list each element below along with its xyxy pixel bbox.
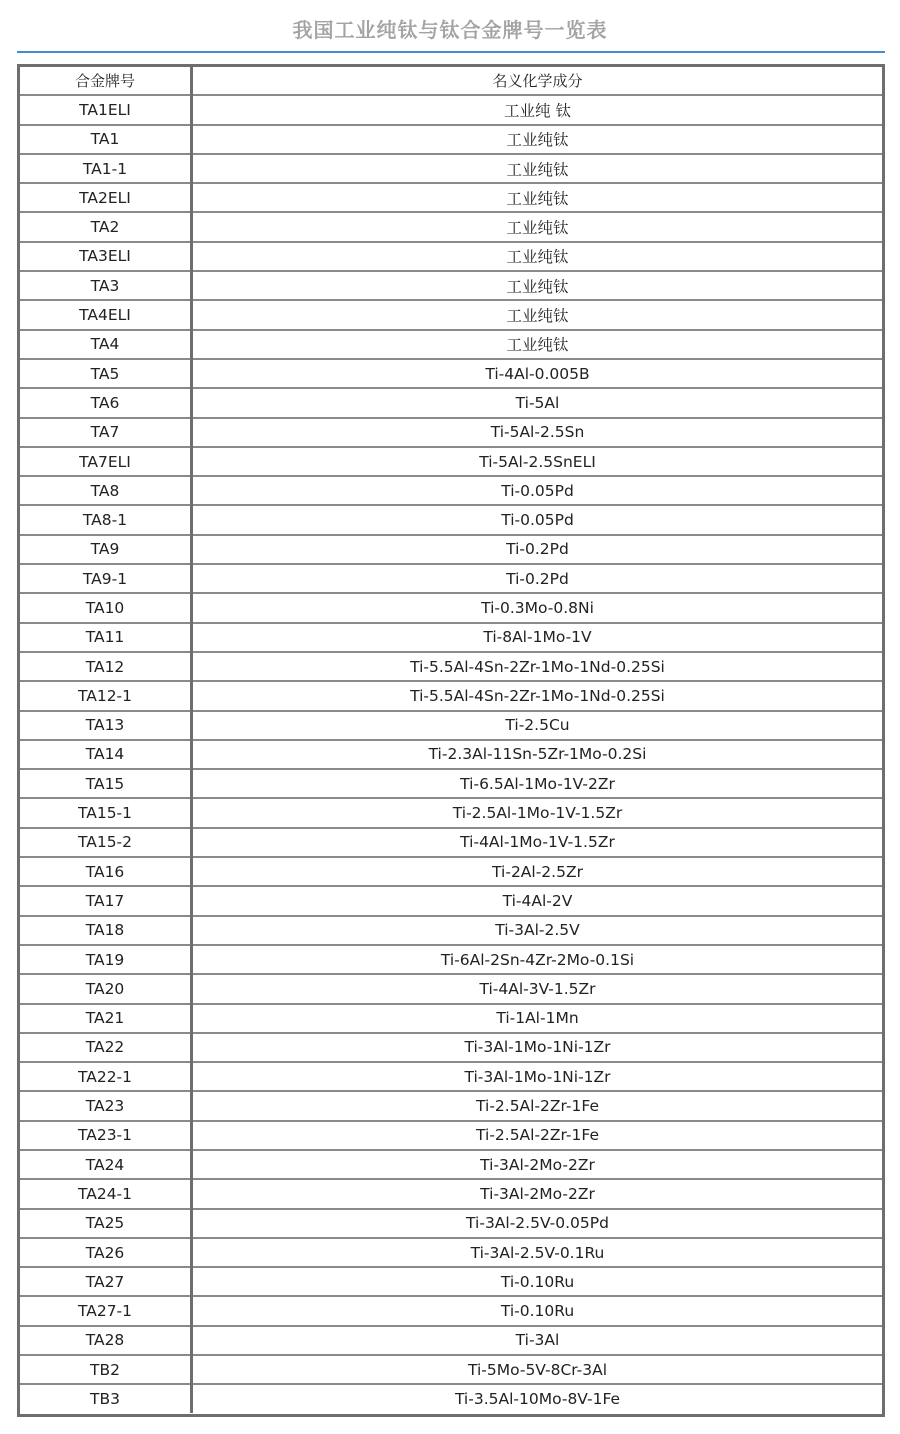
composition-cell: Ti-0.2Pd — [192, 535, 883, 564]
composition-cell: Ti-3Al-2.5V-0.05Pd — [192, 1209, 883, 1238]
table-row — [20, 1267, 882, 1296]
composition-cell: Ti-3Al-2Mo-2Zr — [192, 1179, 883, 1208]
grade-cell: TA3 — [20, 271, 192, 300]
table-row — [20, 593, 882, 622]
table-header-row — [20, 67, 882, 95]
table-row — [20, 535, 882, 564]
table-row — [20, 95, 882, 124]
alloy-table-frame — [17, 64, 885, 1417]
composition-cell: Ti-5Mo-5V-8Cr-3Al — [192, 1355, 883, 1384]
grade-cell: TA9-1 — [20, 564, 192, 593]
table-row — [20, 330, 882, 359]
header-grade: 合金牌号 — [20, 67, 192, 95]
table-row — [20, 388, 882, 417]
table-row — [20, 212, 882, 241]
grade-cell: TA8 — [20, 476, 192, 505]
composition-cell: 工业纯 钛 — [192, 95, 883, 124]
composition-cell: 工业纯钛 — [192, 242, 883, 271]
composition-cell: Ti-0.3Mo-0.8Ni — [192, 593, 883, 622]
grade-cell: TA26 — [20, 1238, 192, 1267]
composition-cell: Ti-3Al-1Mo-1Ni-1Zr — [192, 1033, 883, 1062]
composition-cell: 工业纯钛 — [192, 183, 883, 212]
table-row — [20, 1355, 882, 1384]
table-row — [20, 125, 882, 154]
grade-cell: TA27 — [20, 1267, 192, 1296]
table-row — [20, 359, 882, 388]
grade-cell: TA1-1 — [20, 154, 192, 183]
grade-cell: TA12-1 — [20, 681, 192, 710]
composition-cell: Ti-2.5Al-2Zr-1Fe — [192, 1121, 883, 1150]
composition-cell: Ti-5Al-2.5Sn — [192, 418, 883, 447]
composition-cell: Ti-4Al-1Mo-1V-1.5Zr — [192, 828, 883, 857]
table-row — [20, 300, 882, 329]
composition-cell: Ti-4Al-3V-1.5Zr — [192, 974, 883, 1003]
grade-cell: TA18 — [20, 916, 192, 945]
composition-cell: 工业纯钛 — [192, 212, 883, 241]
grade-cell: TA19 — [20, 945, 192, 974]
grade-cell: TA22-1 — [20, 1062, 192, 1091]
grade-cell: TA25 — [20, 1209, 192, 1238]
composition-cell: Ti-4Al-0.005B — [192, 359, 883, 388]
grade-cell: TA27-1 — [20, 1296, 192, 1325]
grade-cell: TA21 — [20, 1004, 192, 1033]
table-row — [20, 1121, 882, 1150]
grade-cell: TA15 — [20, 769, 192, 798]
grade-cell: TA6 — [20, 388, 192, 417]
table-row — [20, 681, 882, 710]
grade-cell: TA9 — [20, 535, 192, 564]
table-row — [20, 505, 882, 534]
grade-cell: TB2 — [20, 1355, 192, 1384]
grade-cell: TA20 — [20, 974, 192, 1003]
grade-cell: TA23 — [20, 1091, 192, 1120]
grade-cell: TA3ELI — [20, 242, 192, 271]
grade-cell: TA14 — [20, 740, 192, 769]
table-row — [20, 740, 882, 769]
composition-cell: Ti-0.10Ru — [192, 1296, 883, 1325]
composition-cell: Ti-6Al-2Sn-4Zr-2Mo-0.1Si — [192, 945, 883, 974]
grade-cell: TA2ELI — [20, 183, 192, 212]
composition-cell: 工业纯钛 — [192, 271, 883, 300]
composition-cell: Ti-0.05Pd — [192, 505, 883, 534]
table-row — [20, 476, 882, 505]
composition-cell: Ti-5.5Al-4Sn-2Zr-1Mo-1Nd-0.25Si — [192, 652, 883, 681]
composition-cell: Ti-0.2Pd — [192, 564, 883, 593]
table-row — [20, 242, 882, 271]
table-row — [20, 1209, 882, 1238]
grade-cell: TA11 — [20, 623, 192, 652]
page-title: 我国工业纯钛与钛合金牌号一览表 — [292, 18, 608, 42]
header-composition: 名义化学成分 — [192, 67, 883, 95]
composition-cell: Ti-3Al-2.5V-0.1Ru — [192, 1238, 883, 1267]
composition-cell: Ti-1Al-1Mn — [192, 1004, 883, 1033]
table-row — [20, 974, 882, 1003]
grade-cell: TA2 — [20, 212, 192, 241]
composition-cell: Ti-8Al-1Mo-1V — [192, 623, 883, 652]
composition-cell: 工业纯钛 — [192, 154, 883, 183]
table-row — [20, 447, 882, 476]
composition-cell: Ti-3Al-2.5V — [192, 916, 883, 945]
table-row — [20, 1296, 882, 1325]
grade-cell: TA24 — [20, 1150, 192, 1179]
composition-cell: Ti-0.10Ru — [192, 1267, 883, 1296]
table-row — [20, 652, 882, 681]
composition-cell: Ti-4Al-2V — [192, 886, 883, 915]
grade-cell: TA16 — [20, 857, 192, 886]
table-row — [20, 1091, 882, 1120]
table-row — [20, 711, 882, 740]
grade-cell: TA23-1 — [20, 1121, 192, 1150]
table-row — [20, 857, 882, 886]
alloy-grade-table — [20, 67, 882, 1413]
composition-cell: Ti-2.5Al-2Zr-1Fe — [192, 1091, 883, 1120]
composition-cell: Ti-2Al-2.5Zr — [192, 857, 883, 886]
grade-cell: TA15-2 — [20, 828, 192, 857]
composition-cell: Ti-5.5Al-4Sn-2Zr-1Mo-1Nd-0.25Si — [192, 681, 883, 710]
grade-cell: TA5 — [20, 359, 192, 388]
table-row — [20, 623, 882, 652]
grade-cell: TA1 — [20, 125, 192, 154]
composition-cell: Ti-2.3Al-11Sn-5Zr-1Mo-0.2Si — [192, 740, 883, 769]
table-row — [20, 1179, 882, 1208]
grade-cell: TA8-1 — [20, 505, 192, 534]
grade-cell: TA28 — [20, 1326, 192, 1355]
grade-cell: TA7ELI — [20, 447, 192, 476]
grade-cell: TA17 — [20, 886, 192, 915]
table-row — [20, 271, 882, 300]
composition-cell: Ti-3Al-2Mo-2Zr — [192, 1150, 883, 1179]
composition-cell: 工业纯钛 — [192, 300, 883, 329]
table-row — [20, 916, 882, 945]
grade-cell: TB3 — [20, 1384, 192, 1412]
composition-cell: Ti-2.5Cu — [192, 711, 883, 740]
table-row — [20, 1150, 882, 1179]
table-row — [20, 154, 882, 183]
grade-cell: TA12 — [20, 652, 192, 681]
grade-cell: TA15-1 — [20, 798, 192, 827]
table-row — [20, 1033, 882, 1062]
grade-cell: TA4ELI — [20, 300, 192, 329]
composition-cell: Ti-0.05Pd — [192, 476, 883, 505]
table-row — [20, 1238, 882, 1267]
grade-cell: TA24-1 — [20, 1179, 192, 1208]
table-row — [20, 769, 882, 798]
grade-cell: TA4 — [20, 330, 192, 359]
composition-cell: Ti-2.5Al-1Mo-1V-1.5Zr — [192, 798, 883, 827]
composition-cell: Ti-3Al-1Mo-1Ni-1Zr — [192, 1062, 883, 1091]
table-row — [20, 1062, 882, 1091]
table-row — [20, 886, 882, 915]
composition-cell: Ti-5Al — [192, 388, 883, 417]
composition-cell: Ti-3.5Al-10Mo-8V-1Fe — [454, 1390, 621, 1408]
composition-cell: 工业纯钛 — [192, 330, 883, 359]
table-row — [20, 1384, 882, 1412]
table-row — [20, 1326, 882, 1355]
composition-cell: Ti-6.5Al-1Mo-1V-2Zr — [192, 769, 883, 798]
composition-cell: Ti-3Al — [192, 1326, 883, 1355]
table-row — [20, 183, 882, 212]
title-divider — [17, 51, 885, 53]
grade-cell: TA1ELI — [20, 95, 192, 124]
grade-cell: TA10 — [20, 593, 192, 622]
grade-cell: TA13 — [20, 711, 192, 740]
table-row — [20, 418, 882, 447]
grade-cell: TA22 — [20, 1033, 192, 1062]
composition-cell: Ti-5Al-2.5SnELI — [192, 447, 883, 476]
grade-cell: TA7 — [20, 418, 192, 447]
table-row — [20, 798, 882, 827]
table-row — [20, 1004, 882, 1033]
composition-cell: 工业纯钛 — [192, 125, 883, 154]
table-row — [20, 564, 882, 593]
table-row — [20, 945, 882, 974]
table-row — [20, 828, 882, 857]
